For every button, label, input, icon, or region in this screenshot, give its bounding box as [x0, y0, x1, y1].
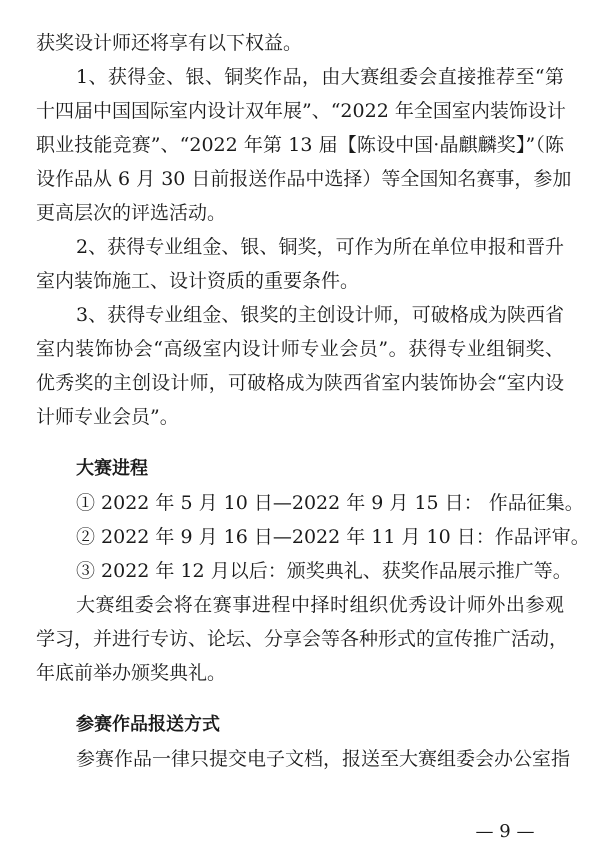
- body-line: 十四届中国国际室内设计双年展”、“2022 年全国室内装饰设计: [36, 100, 566, 122]
- body-line: 学习，并进行专访、论坛、分享会等各种形式的宣传推广活动，: [36, 628, 569, 650]
- section-heading: 参赛作品报送方式: [76, 714, 220, 735]
- body-line: 职业技能竞赛”、“2022 年第 13 届【陈设中国·晶麒麟奖】”（陈: [36, 134, 564, 156]
- page-number: — 9 —: [475, 821, 535, 842]
- body-line: 获奖设计师还将享有以下权益。: [36, 32, 303, 54]
- schedule-item: ② 2022 年 9 月 16 日—2022 年 11 月 10 日：作品评审。: [76, 526, 590, 548]
- body-line: 3、获得专业组金、银奖的主创设计师，可破格成为陕西省: [76, 304, 564, 326]
- body-line: 室内装饰协会“高级室内设计师专业会员”。获得专业组铜奖、: [36, 338, 564, 360]
- body-line: 1、获得金、银、铜奖作品，由大赛组委会直接推荐至“第: [76, 66, 564, 88]
- section-heading: 大赛进程: [76, 458, 148, 479]
- body-line: 设作品从 6 月 30 日前报送作品中选择）等全国知名赛事，参加: [36, 168, 572, 190]
- body-line: 优秀奖的主创设计师，可破格成为陕西省室内装饰协会“室内设: [36, 372, 564, 394]
- body-line: 大赛组委会将在赛事进程中择时组织优秀设计师外出参观: [76, 594, 564, 616]
- body-line: 计师专业会员”。: [36, 406, 179, 428]
- schedule-item: ③ 2022 年 12 月以后：颁奖典礼、获奖作品展示推广等。: [76, 560, 572, 582]
- body-line: 年底前举办颁奖典礼。: [36, 662, 227, 684]
- body-line: 2、获得专业组金、银、铜奖，可作为所在单位申报和晋升: [76, 236, 564, 258]
- body-line: 参赛作品一律只提交电子文档，报送至大赛组委会办公室指: [76, 748, 571, 770]
- schedule-item: ① 2022 年 5 月 10 日—2022 年 9 月 15 日： 作品征集。: [76, 492, 584, 514]
- body-line: 更高层次的评选活动。: [36, 202, 227, 224]
- body-line: 室内装饰施工、设计资质的重要条件。: [36, 270, 360, 292]
